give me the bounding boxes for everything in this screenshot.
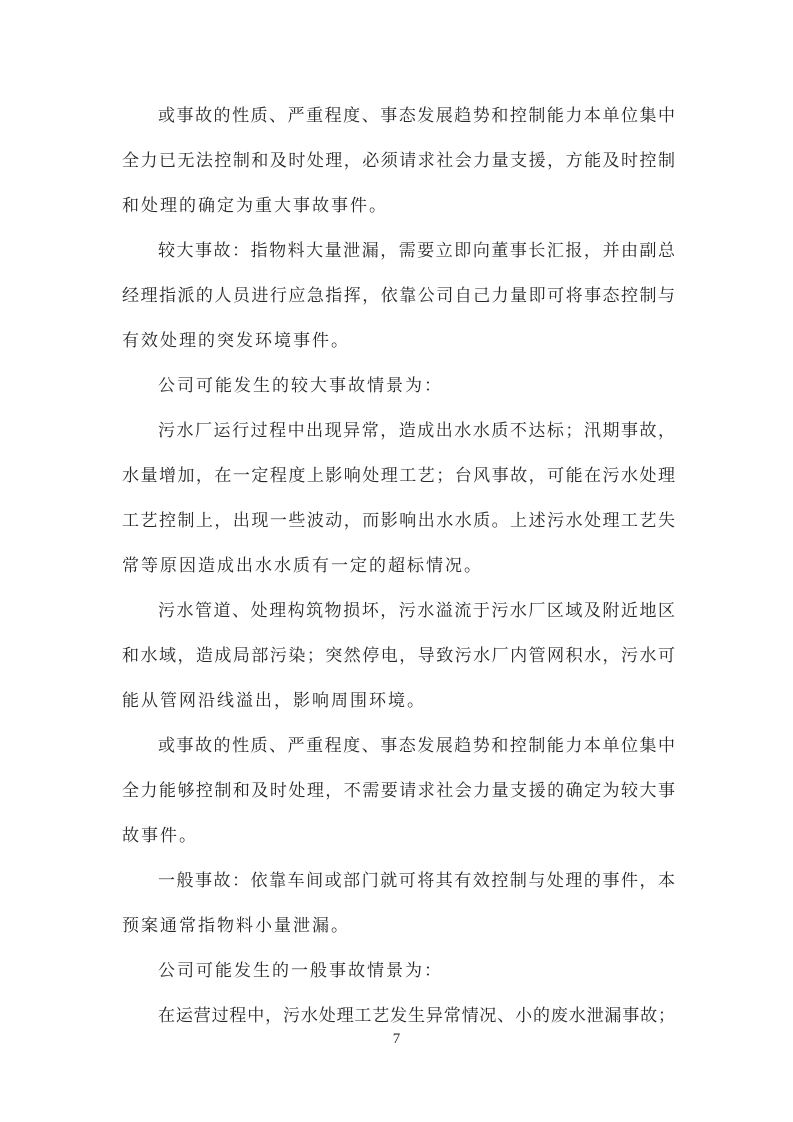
paragraph-line: 工艺控制上，出现一些波动，而影响出水水质。上述污水处理工艺失 [122,511,675,530]
paragraph-line: 全力能够控制和及时处理，不需要请求社会力量支援的确定为较大事 [122,781,675,800]
paragraph-line: 较大事故：指物料大量泄漏，需要立即向董事长汇报，并由副总 [158,241,675,260]
paragraph-line: 常等原因造成出水水质有一定的超标情况。 [122,556,483,575]
paragraph-line: 和水域，造成局部污染；突然停电，导致污水厂内管网积水，污水可 [122,646,675,665]
paragraph-line: 能从管网沿线溢出，影响周围环境。 [122,691,426,710]
paragraph-line: 污水管道、处理构筑物损坏，污水溢流于污水厂区域及附近地区 [158,601,675,620]
page-number: 7 [392,1031,401,1047]
paragraph-line: 预案通常指物料小量泄漏。 [122,916,350,935]
paragraph-line: 故事件。 [122,826,198,845]
paragraph-line: 污水厂运行过程中出现异常，造成出水水质不达标；汛期事故， [158,421,675,440]
paragraph-line: 经理指派的人员进行应急指挥，依靠公司自己力量即可将事态控制与 [122,286,675,305]
paragraph-line: 和处理的确定为重大事故事件。 [122,196,388,215]
paragraph-line: 在运营过程中，污水处理工艺发生异常情况、小的废水泄漏事故； [158,1006,675,1025]
paragraph-line: 有效处理的突发环境事件。 [122,331,350,350]
paragraph-line: 水量增加，在一定程度上影响处理工艺；台风事故，可能在污水处理 [122,466,675,485]
text-block [122,93,675,1038]
paragraph-line: 公司可能发生的较大事故情景为： [158,376,443,395]
paragraph-line: 或事故的性质、严重程度、事态发展趋势和控制能力本单位集中 [158,736,675,755]
paragraph-line: 或事故的性质、严重程度、事态发展趋势和控制能力本单位集中 [158,106,675,125]
paragraph-line: 全力已无法控制和及时处理，必须请求社会力量支援，方能及时控制 [122,151,675,170]
paragraph-line: 公司可能发生的一般事故情景为： [158,961,443,980]
paragraph-line: 一般事故：依靠车间或部门就可将其有效控制与处理的事件，本 [158,871,675,890]
